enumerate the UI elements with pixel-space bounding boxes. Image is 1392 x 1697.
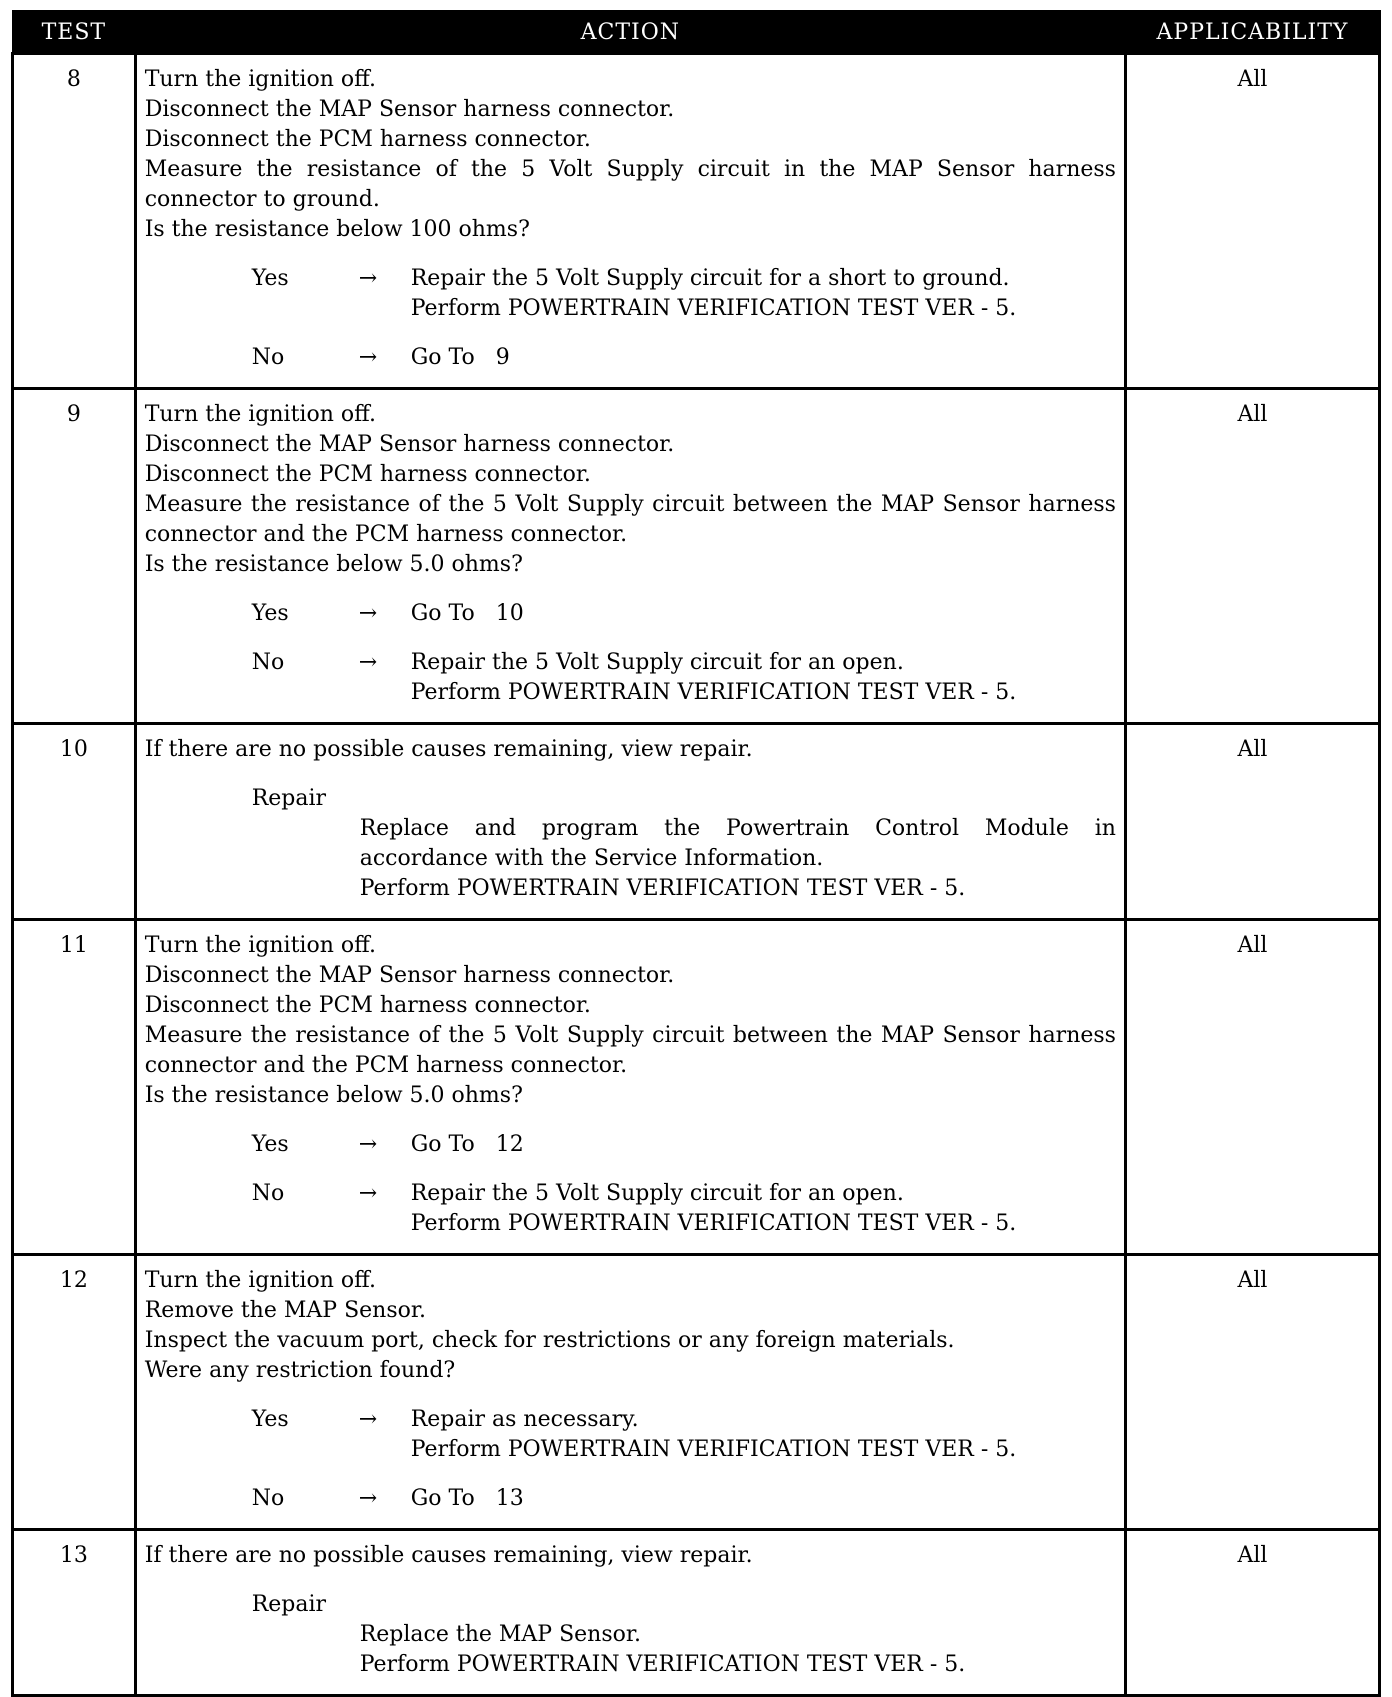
branch-key: No — [251, 1181, 285, 1206]
branch-yes — [145, 1405, 1116, 1465]
branch-text — [411, 1130, 1116, 1160]
applicability-value: All — [1125, 54, 1379, 389]
applicability-value: All — [1125, 1255, 1379, 1530]
test-number: 9 — [13, 389, 136, 724]
test-number: 10 — [13, 724, 136, 920]
instruction-line: Turn the ignition off. — [144, 1268, 376, 1293]
instruction-line: Disconnect the MAP Sensor harness connector. — [144, 97, 675, 122]
repair-line: Replace and program the Powertrain Control Module in accordance with the Service Information. — [359, 816, 1116, 871]
repair-line: Perform POWERTRAIN VERIFICATION TEST VER - 5. — [359, 1652, 966, 1677]
branch-key: Yes — [251, 266, 289, 291]
branch-text — [411, 648, 1116, 708]
test-row — [13, 54, 1380, 389]
arrow-icon: → — [358, 1486, 378, 1511]
instruction-line: Disconnect the PCM harness connector. — [144, 127, 591, 152]
test-number: 12 — [13, 1255, 136, 1530]
test-number: 8 — [13, 54, 136, 389]
branch-line: Repair as necessary. — [410, 1407, 639, 1432]
branch-key: No — [251, 650, 285, 675]
instruction-line: Is the resistance below 5.0 ohms? — [144, 1083, 523, 1108]
arrow-icon: → — [358, 1407, 378, 1432]
branch-key: No — [251, 1486, 285, 1511]
branch-no — [145, 1179, 1116, 1239]
arrow-icon: → — [358, 345, 378, 370]
repair-label: Repair — [251, 786, 327, 811]
branch-text — [411, 1484, 1116, 1514]
branch-key: No — [251, 345, 285, 370]
repair-line: Perform POWERTRAIN VERIFICATION TEST VER - 5. — [359, 876, 966, 901]
test-number: 11 — [13, 920, 136, 1255]
applicability-value: All — [1125, 724, 1379, 920]
test-row — [13, 724, 1380, 920]
branch-text — [411, 1179, 1116, 1239]
branch-line: Perform POWERTRAIN VERIFICATION TEST VER - 5. — [410, 296, 1017, 321]
test-row — [13, 1530, 1380, 1696]
instruction-line: Were any restriction found? — [144, 1358, 456, 1383]
branch-line: Go To 10 — [410, 601, 524, 626]
branch-key: Yes — [251, 1132, 289, 1157]
test-row — [13, 389, 1380, 724]
repair-label: Repair — [251, 1592, 327, 1617]
instruction-line: Disconnect the MAP Sensor harness connector. — [144, 963, 675, 988]
repair-line: Replace the MAP Sensor. — [359, 1622, 641, 1647]
instruction-line: Measure the resistance of the 5 Volt Supply circuit between the MAP Sensor harness connector and the PCM harness connector. — [144, 1023, 1116, 1078]
action-cell — [135, 54, 1125, 389]
branch-line: Perform POWERTRAIN VERIFICATION TEST VER - 5. — [410, 680, 1017, 705]
branch-yes — [145, 1130, 1116, 1160]
instruction-line: Is the resistance below 5.0 ohms? — [144, 552, 523, 577]
header-action: ACTION — [135, 11, 1125, 54]
instruction-line: Is the resistance below 100 ohms? — [144, 217, 530, 242]
branch-line: Go To 12 — [410, 1132, 524, 1157]
branch-line: Go To 13 — [410, 1486, 524, 1511]
repair-body — [360, 814, 1116, 904]
branch-yes — [145, 264, 1116, 324]
header-row — [13, 11, 1380, 54]
branch-line: Perform POWERTRAIN VERIFICATION TEST VER - 5. — [410, 1437, 1017, 1462]
arrow-icon: → — [358, 266, 378, 291]
action-cell — [135, 1255, 1125, 1530]
arrow-icon: → — [358, 601, 378, 626]
instruction-line: Turn the ignition off. — [144, 67, 376, 92]
repair-body — [360, 1620, 1116, 1680]
branch-text — [411, 264, 1116, 324]
branch-text — [411, 343, 1116, 373]
branch-key: Yes — [251, 1407, 289, 1432]
instruction-line: Measure the resistance of the 5 Volt Supply circuit in the MAP Sensor harness connector to ground. — [144, 157, 1116, 212]
action-cell — [135, 724, 1125, 920]
branch-yes — [145, 599, 1116, 629]
instruction-line: Measure the resistance of the 5 Volt Supply circuit between the MAP Sensor harness connector and the PCM harness connector. — [144, 492, 1116, 547]
branch-text — [411, 599, 1116, 629]
test-number: 13 — [13, 1530, 136, 1696]
instruction-line: Turn the ignition off. — [144, 933, 376, 958]
instruction-line: Disconnect the PCM harness connector. — [144, 993, 591, 1018]
action-cell — [135, 920, 1125, 1255]
instruction-line: Disconnect the MAP Sensor harness connector. — [144, 432, 675, 457]
branch-no — [145, 648, 1116, 708]
branch-no — [145, 1484, 1116, 1514]
diagnostic-test-table — [11, 10, 1381, 1697]
branch-key: Yes — [251, 601, 289, 626]
action-cell — [135, 389, 1125, 724]
branch-line: Go To 9 — [410, 345, 510, 370]
applicability-value: All — [1125, 389, 1379, 724]
instruction-line: If there are no possible causes remaining, view repair. — [144, 1543, 753, 1568]
header-applicability: APPLICABILITY — [1125, 11, 1379, 54]
branch-text — [411, 1405, 1116, 1465]
applicability-value: All — [1125, 1530, 1379, 1696]
instruction-line: Turn the ignition off. — [144, 402, 376, 427]
branch-line: Repair the 5 Volt Supply circuit for an open. — [410, 650, 904, 675]
arrow-icon: → — [358, 1181, 378, 1206]
branch-line: Perform POWERTRAIN VERIFICATION TEST VER - 5. — [410, 1211, 1017, 1236]
branch-no — [145, 343, 1116, 373]
instruction-line: Remove the MAP Sensor. — [144, 1298, 426, 1323]
instruction-line: Disconnect the PCM harness connector. — [144, 462, 591, 487]
arrow-icon: → — [358, 650, 378, 675]
action-cell — [135, 1530, 1125, 1696]
header-test: TEST — [13, 11, 136, 54]
instruction-line: Inspect the vacuum port, check for restrictions or any foreign materials. — [144, 1328, 955, 1353]
arrow-icon: → — [358, 1132, 378, 1157]
applicability-value: All — [1125, 920, 1379, 1255]
branch-line: Repair the 5 Volt Supply circuit for an open. — [410, 1181, 904, 1206]
test-row — [13, 1255, 1380, 1530]
instruction-line: If there are no possible causes remaining, view repair. — [144, 737, 753, 762]
branch-line: Repair the 5 Volt Supply circuit for a short to ground. — [410, 266, 1010, 291]
test-row — [13, 920, 1380, 1255]
